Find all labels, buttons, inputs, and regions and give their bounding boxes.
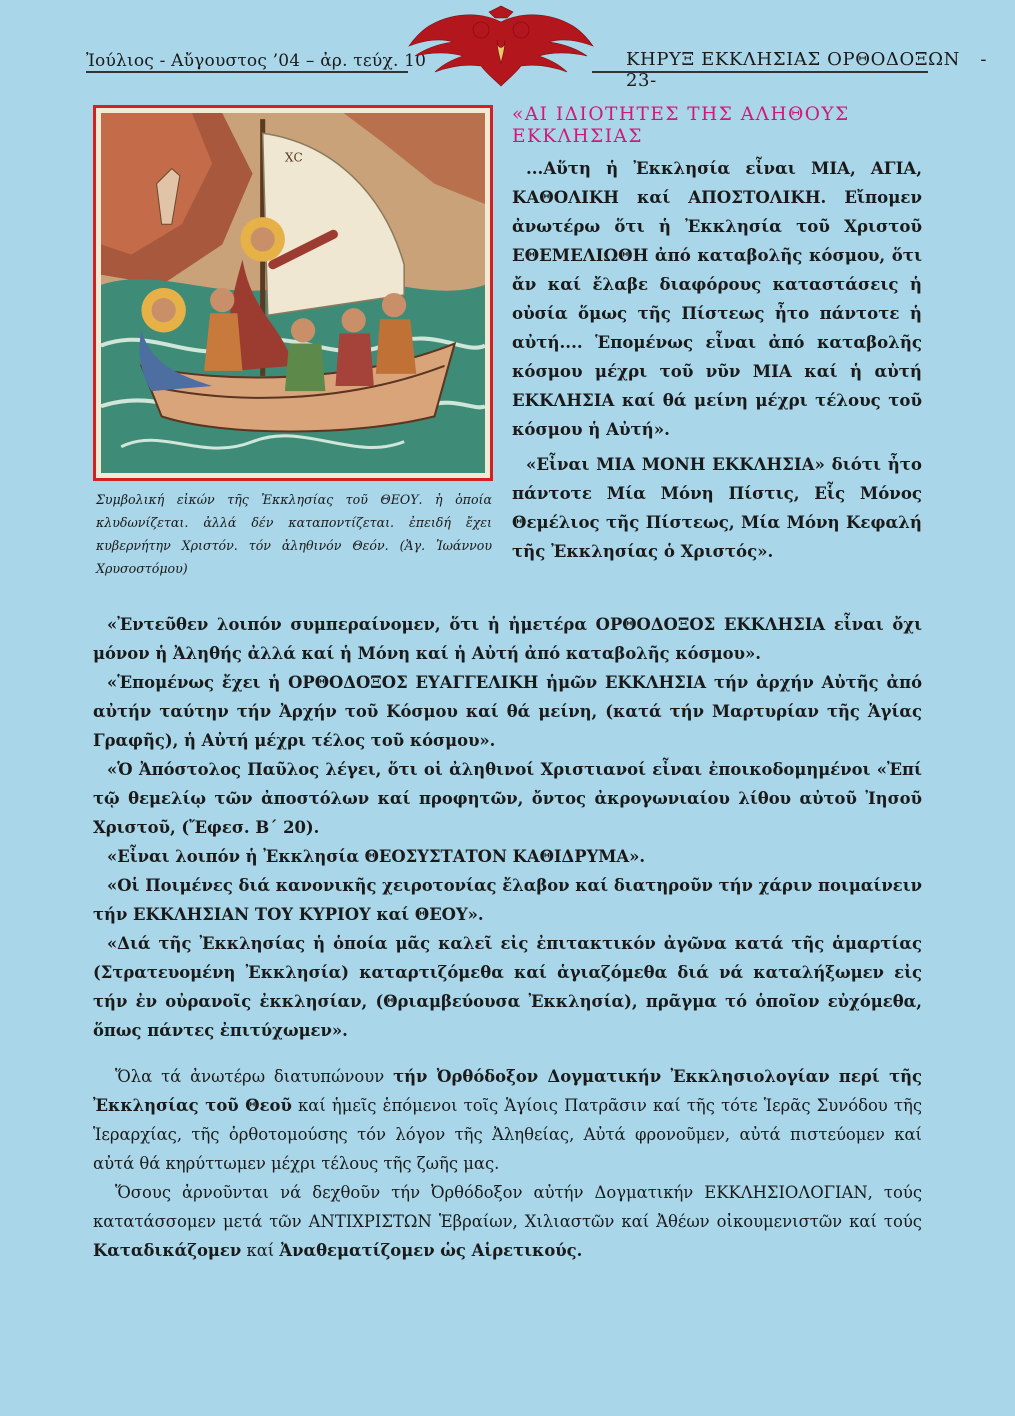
paragraph: «Ἐντεῦθεν λοιπόν συμπεραίνομεν, ὅτι ἡ ἡμετέρα ΟΡΘΟΔΟΞΟΣ ΕΚΚΛΗΣΙΑ εἶναι ὄχι μόνον ἡ Ἀληθής ἀλλά καί ἡ Μόνη καί ἡ Αὐτή ἀπό καταβολῆς κόσμου».	[93, 615, 922, 663]
paragraph: «Διά τῆς Ἐκκλησίας ἡ ὁποία μᾶς καλεῖ εἰς ἐπιτακτικόν ἀγῶνα κατά τῆς ἁμαρτίας (Στρατευομένη Ἐκκλησία) καταρτιζόμεθα καί ἁγιαζόμεθα διά νά καταλήξωμεν εἰς τήν ἐν οὐρανοῖς ἐκκλησίαν, (Θριαμβεύουσα Ἐκκλησία), πρᾶγμα τό ὁποῖον εὐχόμεθα, ὅπως πάντες ἐπιτύχωμεν».	[93, 934, 922, 1040]
closing-paragraph	[93, 1062, 922, 1178]
header-rule-left	[86, 71, 408, 73]
newspaper-title	[626, 49, 1015, 91]
text-run: Ὅλα τά ἀνωτέρω διατυπώνουν	[115, 1067, 394, 1086]
article-column-right	[512, 104, 922, 566]
closing-statement	[93, 1062, 922, 1265]
page-number: - 23-	[626, 49, 988, 91]
article-heading: «ΑΙ ΙΔΙΟΤΗΤΕΣ ΤΗΣ ΑΛΗΘΟΥΣ ΕΚΚΛΗΣΙΑΣ	[512, 104, 850, 147]
text-run-bold: Καταδικάζομεν	[93, 1241, 242, 1260]
text-run: Ὅσους ἀρνοῦνται νά δεχθοῦν τήν Ὀρθόδοξον αὐτήν Δογματικήν ΕΚΚΛΗΣΙΟΛΟΓΙΑΝ, τούς κατατάσσομεν μετά τῶν ΑΝΤΙΧΡΙΣΤΩΝ Ἑβραίων, Χιλιαστῶν καί Ἀθέων οἰκουμενιστῶν καί τούς	[93, 1183, 922, 1231]
paragraph: «Ὁ Ἀπόστολος Παῦλος λέγει, ὅτι οἱ ἀληθινοί Χριστιανοί εἶναι ἐποικοδομημένοι «Ἐπί τῷ θεμελίῳ τῶν ἀποστόλων καί προφητῶν, ὄντος ἀκρογωνιαίου λίθου αὐτοῦ Ἰησοῦ Χριστοῦ, (Ἔφεσ. Β΄ 20).	[93, 760, 922, 837]
newspaper-name: ΚΗΡΥΞ ΕΚΚΛΗΣΙΑΣ ΟΡΘΟΔΟΞΩΝ	[626, 49, 961, 70]
paragraph: «Ἑπομένως ἔχει ἡ ΟΡΘΟΔΟΞΟΣ ΕΥΑΓΓΕΛΙΚΗ ἡμῶν ΕΚΚΛΗΣΙΑ τήν ἀρχήν Αὐτῆς ἀπό αὐτήν ταύτην τήν Ἀρχήν τοῦ Κόσμου καί θά μείνη, (κατά τήν Μαρτυρίαν τῆς Ἁγίας Γραφῆς), ἡ Αὐτή μέχρι τέλος τοῦ κόσμου».	[93, 673, 922, 750]
icon-image-frame	[93, 105, 493, 481]
christ-calming-storm-icon	[101, 113, 485, 473]
text-run-bold: Ἀναθεματίζομεν ὡς Αἱρετικούς.	[279, 1241, 583, 1260]
article-body	[93, 610, 922, 1045]
paragraph: «Οἱ Ποιμένες διά κανονικῆς χειροτονίας ἔλαβον καί διατηροῦν τήν χάριν ποιμαίνειν τήν ΕΚΚΛΗΣΙΑΝ ΤΟΥ ΚΥΡΙΟΥ καί ΘΕΟΥ».	[93, 876, 922, 924]
figure-caption: Συμβολική εἰκών τῆς Ἐκκλησίας τοῦ ΘΕΟΥ. ἡ ὁποία κλυδωνίζεται. ἀλλά δέν καταποντίζεται. ἐπειδή ἔχει κυβερνήτην Χριστόν. τόν ἀληθινόν Θεόν. (Ἁγ. Ἰωάννου Χρυσοστόμου)	[96, 492, 492, 576]
page-header	[0, 0, 1015, 95]
paragraph: «Εἶναι λοιπόν ἡ Ἐκκλησία ΘΕΟΣΥΣΤΑΤΟΝ ΚΑΘΙΔΡΥΜΑ».	[107, 847, 646, 866]
paragraph: ...Αὕτη ἡ Ἐκκλησία εἶναι ΜΙΑ, ΑΓΙΑ, ΚΑΘΟΛΙΚΗ καί ΑΠΟΣΤΟΛΙΚΗ. Εἴπομεν ἀνωτέρω ὅτι ἡ Ἐκκλησία τοῦ Χριστοῦ ΕΘΕΜΕΛΙΩΘΗ ἀπό καταβολῆς κόσμου, ὅτι ἄν καί ἔλαβε διαφόρους καταστάσεις ἡ οὐσία ὅμως τῆς Πίστεως ἦτο πάντοτε ἡ αὐτή.... Ἑπομένως εἶναι ἀπό καταβολῆς κόσμου μέχρι τοῦ νῦν ΜΙΑ καί ἡ αὐτή ΕΚΚΛΗΣΙΑ καί θά μείνη μέχρι τέλους τοῦ κόσμου ἡ Αὐτή».	[512, 158, 922, 439]
text-run: καί	[241, 1241, 280, 1260]
text-run: καί ἡμεῖς ἑπόμενοι τοῖς Ἁγίοις Πατρᾶσιν καί τῆς τότε Ἱερᾶς Συνόδου τῆς Ἱεραρχίας, τῆς ὀρθοτομούσης τόν λόγον τῆς Ἀληθείας, Αὐτά φρονοῦμεν, αὐτά πιστεύομεν καί αὐτά θά κηρύττωμεν μέχρι τέλους τῆς ζωῆς μας.	[93, 1096, 923, 1173]
icon-label: ΧC	[284, 150, 303, 165]
text-run-bold: τήν Ὀρθόδοξον Δογματικήν Ἐκκλησιολογίαν περί τῆς Ἐκκλησίας τοῦ Θεοῦ	[93, 1067, 922, 1115]
double-headed-eagle-icon	[407, 4, 595, 94]
paragraph: «Εἶναι ΜΙΑ ΜΟΝΗ ΕΚΚΛΗΣΙΑ» διότι ἦτο πάντοτε Μία Μόνη Πίστις, Εἷς Μόνος Θεμέλιος τῆς Πίστεως, Μία Μόνη Κεφαλή τῆς Ἐκκλησίας ὁ Χριστός».	[512, 454, 922, 561]
closing-paragraph	[93, 1178, 922, 1265]
issue-info: Ἰούλιος - Αὔγουστος ’04 – ἀρ. τεύχ. 10	[86, 51, 427, 71]
